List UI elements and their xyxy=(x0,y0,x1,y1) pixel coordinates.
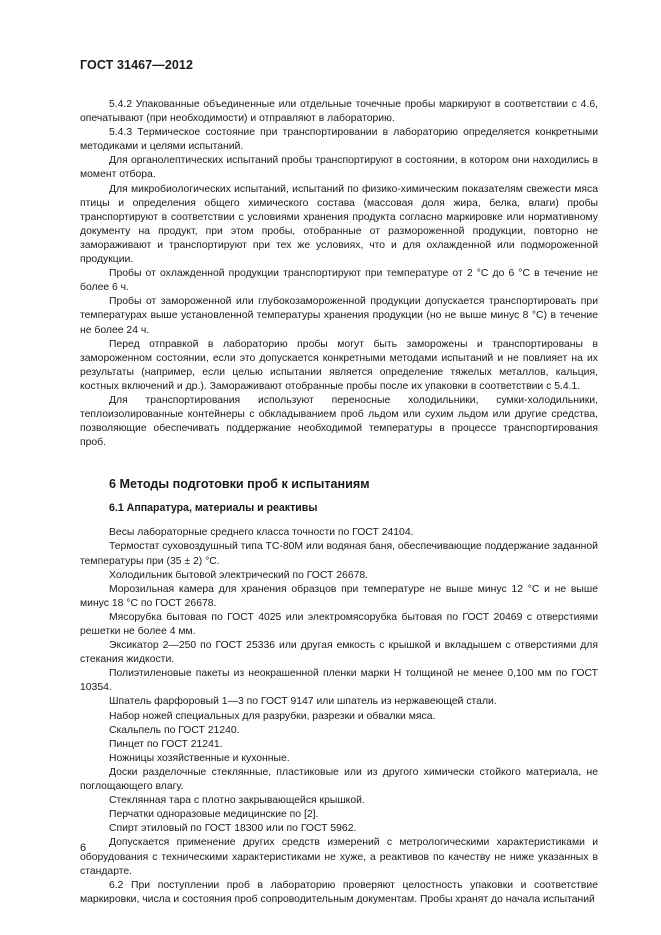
document-code-header: ГОСТ 31467—2012 xyxy=(80,58,194,72)
paragraph: 5.4.3 Термическое состояние при транспортировании в лабораторию определяется конкретными методиками и целями испытаний. xyxy=(80,127,598,153)
paragraph: Набор ножей специальных для разрубки, разрезки и обвалки мяса. xyxy=(109,710,436,722)
paragraph: Перед отправкой в лабораторию пробы могут быть заморожены и транспортированы в замороженном состоянии, если это допускается конкретными методами испытаний и не повлияет на их результаты (например, если целью испытании является определение тяжелых металлов, кальция, костных включений и др.). Замораживают отобранные пробы после их упаковки в соответствии с 5.4.1. xyxy=(80,338,598,392)
paragraph: Пробы от замороженной или глубокозамороженной продукции допускается транспортировать при температурах выше установленной температуры хранения продукции (но не выше минус 8 °С) в течение не более 24 ч. xyxy=(80,296,598,336)
paragraph: Скальпель по ГОСТ 21240. xyxy=(109,724,240,736)
subsection-6-1-heading: 6.1 Аппаратура, материалы и реактивы xyxy=(109,502,318,515)
paragraph: Мясорубка бытовая по ГОСТ 4025 или электромясорубка бытовая по ГОСТ 20469 с отверстиями решетки не более 4 мм. xyxy=(80,611,598,637)
paragraph: Для транспортирования используют переносные холодильники, сумки-холодильники, теплоизолированные контейнеры с обкладыванием проб льдом или сухим льдом или другие средства, позволяющие обеспечивать поддержание необходимой температуры в процессе транспортирования проб. xyxy=(80,394,598,449)
paragraph: Спирт этиловый по ГОСТ 18300 или по ГОСТ 5962. xyxy=(109,823,357,835)
document-body xyxy=(80,98,598,907)
paragraph: Ножницы хозяйственные и кухонные. xyxy=(109,752,290,764)
paragraph: Пробы от охлажденной продукции транспортируют при температуре от 2 °С до 6 °С в течение не более 6 ч. xyxy=(80,268,598,294)
paragraph: Термостат суховоздушный типа ТС-80М или водяная баня, обеспечивающие поддержание заданной температуры при (35 ± 2) °С. xyxy=(80,541,598,567)
paragraph: Допускается применение других средств измерений с метрологическими характеристиками и оборудования с техническими характеристиками не хуже, а реактивов по качеству не ниже указанных в стандарте. xyxy=(80,837,598,877)
paragraph: Доски разделочные стеклянные, пластиковые или из другого химически стойкого материала, не поглощающего влагу. xyxy=(80,766,598,793)
paragraph: Весы лабораторные среднего класса точности по ГОСТ 24104. xyxy=(109,527,414,539)
paragraph: Стеклянная тара с плотно закрывающейся крышкой. xyxy=(109,795,365,807)
paragraph: Холодильник бытовой электрический по ГОСТ 26678. xyxy=(109,569,369,581)
paragraph: Пинцет по ГОСТ 21241. xyxy=(109,738,223,750)
paragraph: Полиэтиленовые пакеты из неокрашенной пленки марки Н толщиной не менее 0,100 мм по ГОСТ 10354. xyxy=(80,668,598,694)
paragraph: Морозильная камера для хранения образцов при температуре не выше минус 12 °С и не выше минус 18 °С по ГОСТ 26678. xyxy=(80,583,598,609)
paragraph: Для органолептических испытаний пробы транспортируют в состоянии, в котором они находились в момент отбора. xyxy=(80,155,598,181)
page-number: 6 xyxy=(80,842,87,854)
paragraph: 6.2 При поступлении проб в лабораторию проверяют целостность упаковки и соответствие маркировки, числа и состояния проб сопроводительным документам. Пробы хранят до начала испытаний xyxy=(80,879,598,905)
paragraph: Для микробиологических испытаний, испытаний по физико-химическим показателям свежести мяса птицы и определения общего химического состава (массовая доля жира, белка, влаги) пробы транспортируют в соответствии с условиями хранения продукта согласно маркировке или нормативному документу на продукт, при этом пробы, отобранные от размороженной продукции, повторно не замораживают и транспортируют при тех же условиях, что и для охлажденной или подмороженной продукции. xyxy=(80,183,598,266)
paragraph: Эксикатор 2—250 по ГОСТ 25336 или другая емкость с крышкой и вкладышем с отверстиями для стекания жидкости. xyxy=(80,640,598,666)
paragraph: 5.4.2 Упакованные объединенные или отдельные точечные пробы маркируют в соответствии с 4.6, опечатывают (при необходимости) и отправляют в лабораторию. xyxy=(80,99,598,125)
paragraph: Перчатки одноразовые медицинские по [2]. xyxy=(109,809,319,821)
paragraph: Шпатель фарфоровый 1—3 по ГОСТ 9147 или шпатель из нержавеющей стали. xyxy=(109,696,497,708)
section-6-heading: 6 Методы подготовки проб к испытаниям xyxy=(109,477,370,492)
